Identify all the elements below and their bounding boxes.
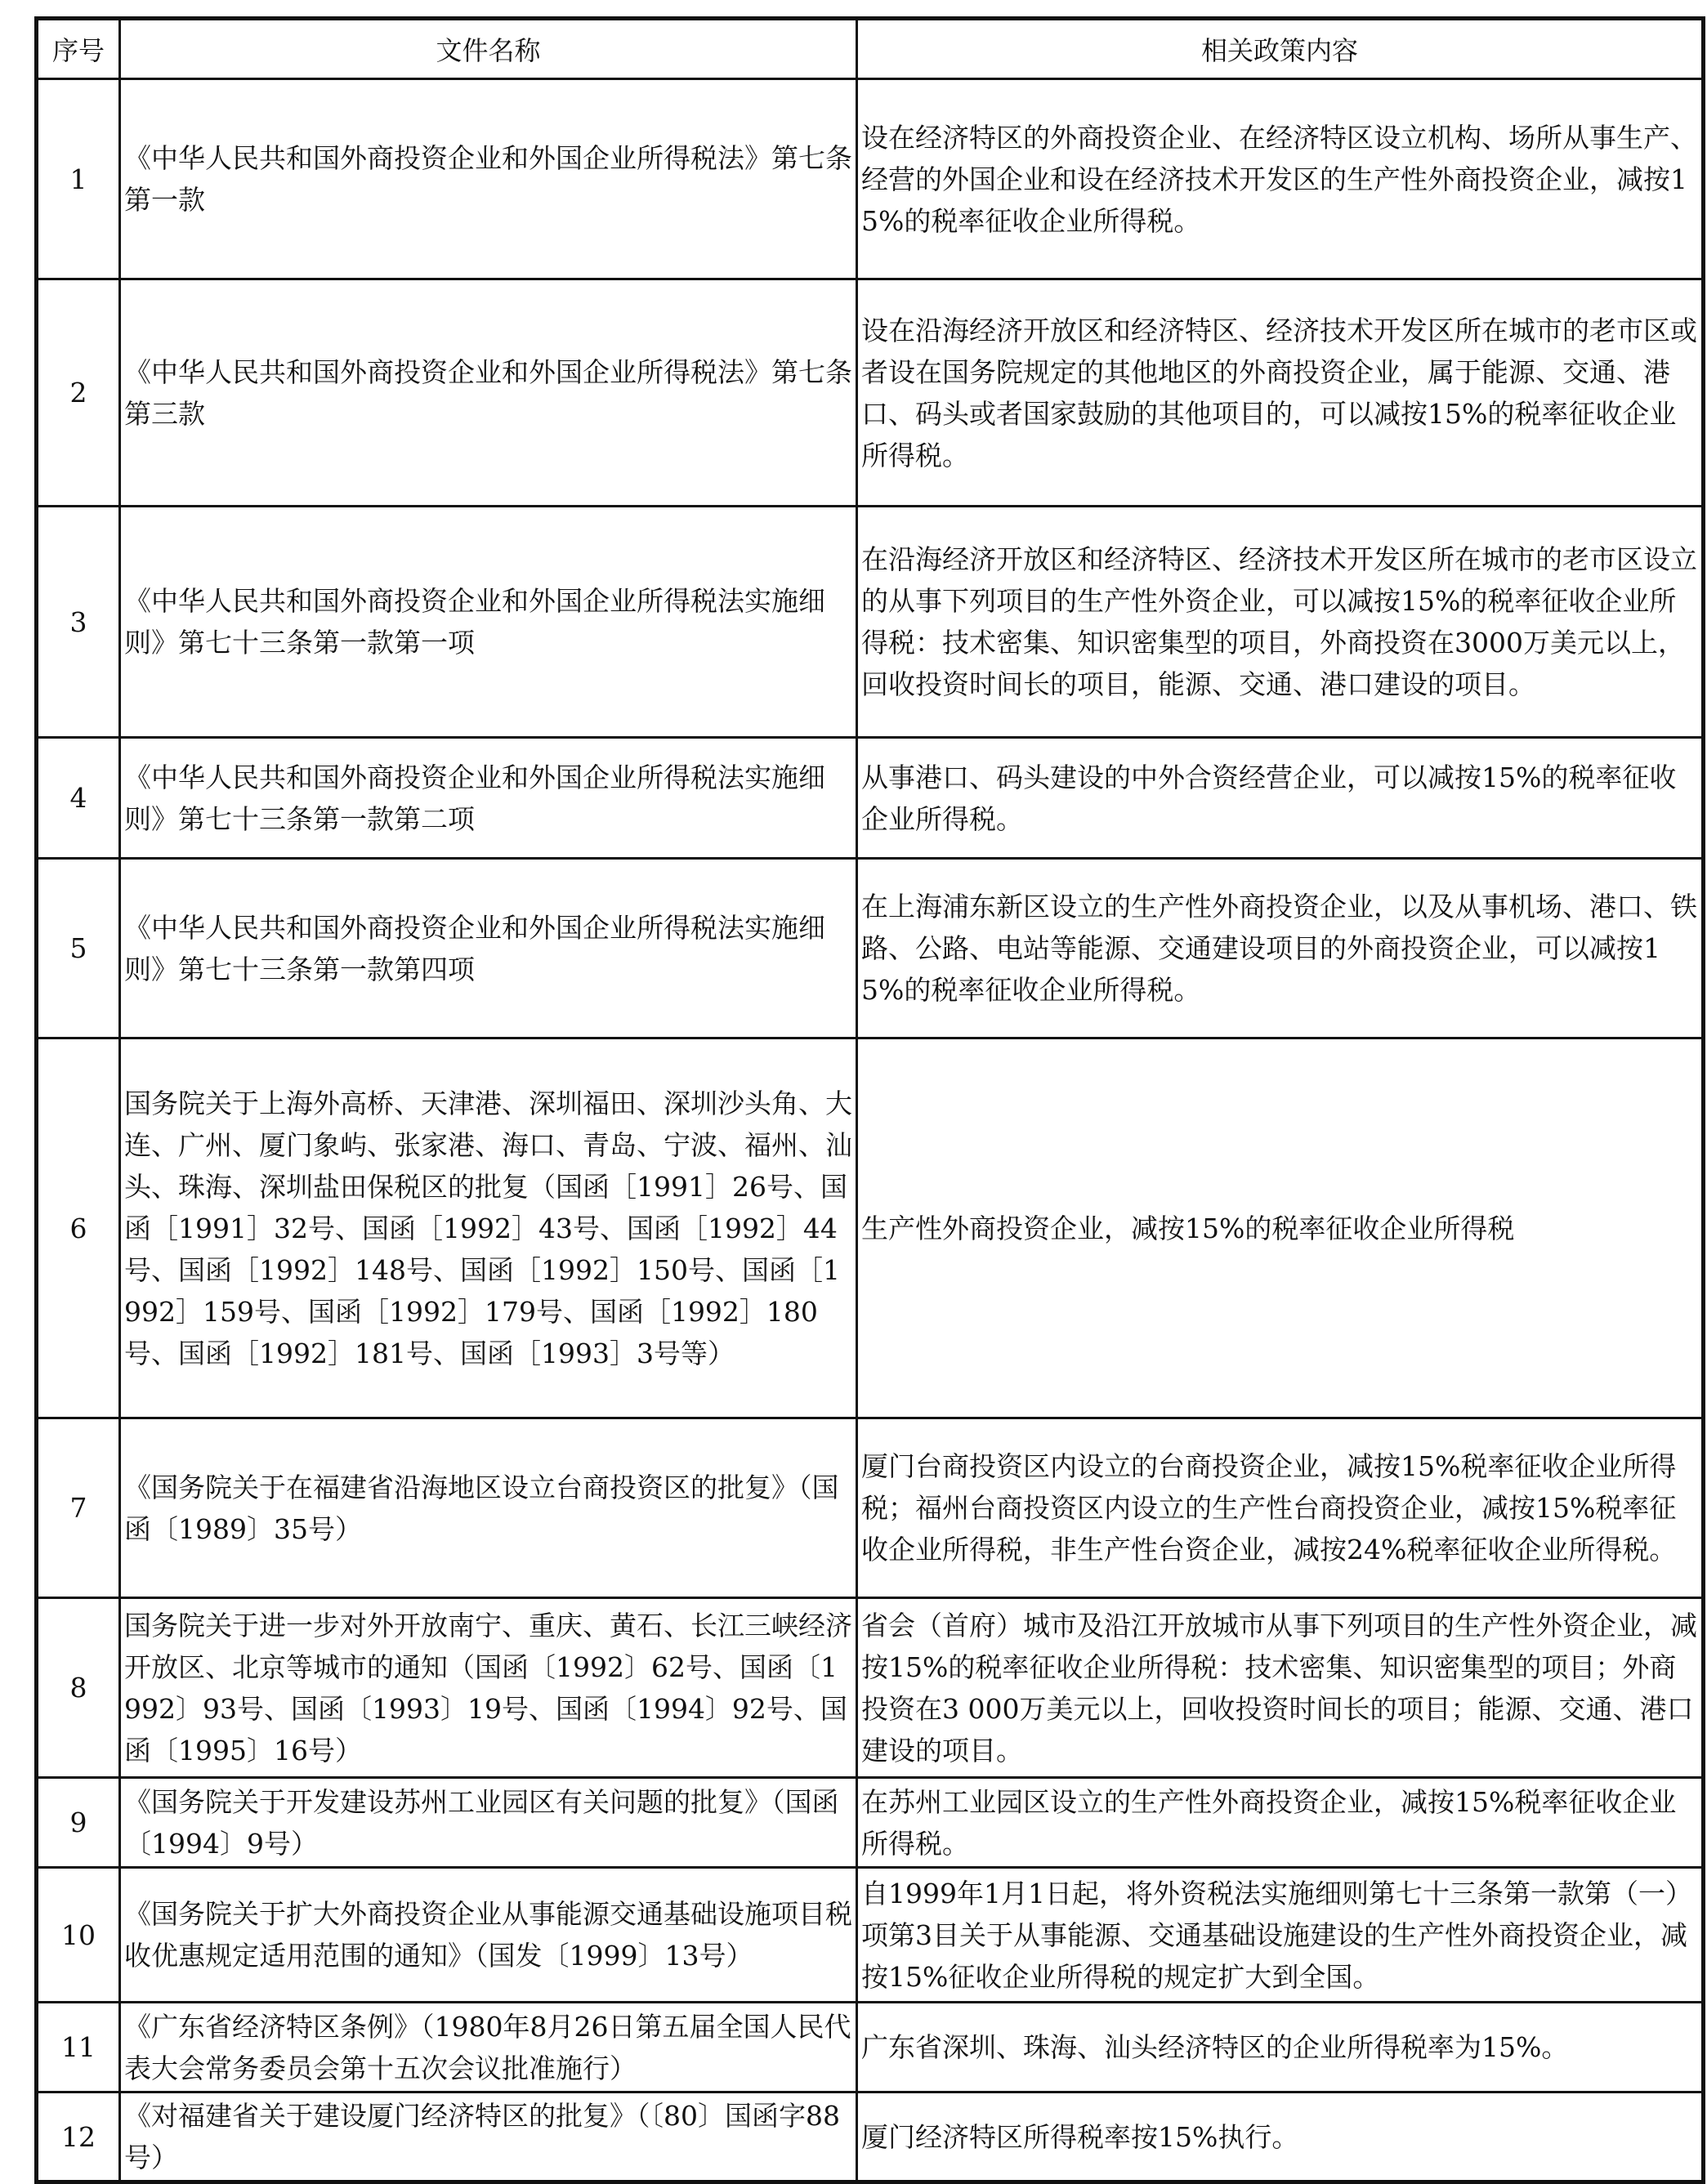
row-policy-content: 在苏州工业园区设立的生产性外商投资企业，减按15%税率征收企业所得税。 (857, 1778, 1704, 1868)
row-policy-content: 在上海浦东新区设立的生产性外商投资企业，以及从事机场、港口、铁路、公路、电站等能源、交通建设项目的外商投资企业，可以减按15%的税率征收企业所得税。 (857, 859, 1704, 1038)
row-document-name: 《国务院关于扩大外商投资企业从事能源交通基础设施项目税收优惠规定适用范围的通知》（国发〔1999〕13号） (120, 1868, 857, 2003)
table-row (37, 1868, 1704, 2003)
header-document-name: 文件名称 (120, 19, 857, 79)
row-document-name: 《中华人民共和国外商投资企业和外国企业所得税法实施细则》第七十三条第一款第四项 (120, 859, 857, 1038)
row-document-name: 《中华人民共和国外商投资企业和外国企业所得税法》第七条第三款 (120, 279, 857, 507)
table-row (37, 1598, 1704, 1778)
row-serial-number: 1 (37, 79, 120, 279)
table-row (37, 2003, 1704, 2092)
row-serial-number: 9 (37, 1778, 120, 1868)
row-policy-content: 广东省深圳、珠海、汕头经济特区的企业所得税率为15%。 (857, 2003, 1704, 2092)
row-serial-number: 8 (37, 1598, 120, 1778)
header-policy-content: 相关政策内容 (857, 19, 1704, 79)
row-document-name: 《国务院关于在福建省沿海地区设立台商投资区的批复》（国函〔1989〕35号） (120, 1418, 857, 1598)
row-policy-content: 在沿海经济开放区和经济特区、经济技术开发区所在城市的老市区设立的从事下列项目的生产性外资企业，可以减按15%的税率征收企业所得税：技术密集、知识密集型的项目，外商投资在3000万美元以上，回收投资时间长的项目，能源、交通、港口建设的项目。 (857, 507, 1704, 738)
table-row (37, 1038, 1704, 1418)
row-document-name: 《中华人民共和国外商投资企业和外国企业所得税法》第七条第一款 (120, 79, 857, 279)
row-document-name: 《中华人民共和国外商投资企业和外国企业所得税法实施细则》第七十三条第一款第一项 (120, 507, 857, 738)
row-serial-number: 10 (37, 1868, 120, 2003)
row-policy-content: 设在沿海经济开放区和经济特区、经济技术开发区所在城市的老市区或者设在国务院规定的其他地区的外商投资企业，属于能源、交通、港口、码头或者国家鼓励的其他项目的，可以减按15%的税率征收企业所得税。 (857, 279, 1704, 507)
table-row (37, 79, 1704, 279)
row-serial-number: 7 (37, 1418, 120, 1598)
table-row (37, 507, 1704, 738)
row-policy-content: 厦门经济特区所得税率按15%执行。 (857, 2092, 1704, 2182)
policy-table (34, 16, 1705, 2184)
row-policy-content: 设在经济特区的外商投资企业、在经济特区设立机构、场所从事生产、经营的外国企业和设在经济技术开发区的生产性外商投资企业，减按15%的税率征收企业所得税。 (857, 79, 1704, 279)
row-serial-number: 12 (37, 2092, 120, 2182)
row-serial-number: 4 (37, 738, 120, 859)
row-document-name: 《中华人民共和国外商投资企业和外国企业所得税法实施细则》第七十三条第一款第二项 (120, 738, 857, 859)
row-policy-content: 自1999年1月1日起，将外资税法实施细则第七十三条第一款第（一）项第3目关于从事能源、交通基础设施建设的生产性外商投资企业，减按15%征收企业所得税的规定扩大到全国。 (857, 1868, 1704, 2003)
row-document-name: 《广东省经济特区条例》（1980年8月26日第五届全国人民代表大会常务委员会第十五次会议批准施行） (120, 2003, 857, 2092)
row-serial-number: 11 (37, 2003, 120, 2092)
table-header-row (37, 19, 1704, 79)
table-row (37, 859, 1704, 1038)
row-serial-number: 5 (37, 859, 120, 1038)
row-policy-content: 从事港口、码头建设的中外合资经营企业，可以减按15%的税率征收企业所得税。 (857, 738, 1704, 859)
row-serial-number: 6 (37, 1038, 120, 1418)
row-serial-number: 3 (37, 507, 120, 738)
row-document-name: 国务院关于进一步对外开放南宁、重庆、黄石、长江三峡经济开放区、北京等城市的通知（国函〔1992〕62号、国函〔1992〕93号、国函〔1993〕19号、国函〔1994〕92号、国函〔1995〕16号） (120, 1598, 857, 1778)
row-policy-content: 厦门台商投资区内设立的台商投资企业，减按15%税率征收企业所得税；福州台商投资区内设立的生产性台商投资企业，减按15%税率征收企业所得税，非生产性台资企业，减按24%税率征收企业所得税。 (857, 1418, 1704, 1598)
header-serial-number: 序号 (37, 19, 120, 79)
table-row (37, 279, 1704, 507)
table-row (37, 2092, 1704, 2182)
table-row (37, 1778, 1704, 1868)
row-serial-number: 2 (37, 279, 120, 507)
row-policy-content: 省会（首府）城市及沿江开放城市从事下列项目的生产性外资企业，减按15%的税率征收企业所得税：技术密集、知识密集型的项目；外商投资在3 000万美元以上，回收投资时间长的项目；能源、交通、港口建设的项目。 (857, 1598, 1704, 1778)
row-policy-content: 生产性外商投资企业，减按15%的税率征收企业所得税 (857, 1038, 1704, 1418)
table-row (37, 1418, 1704, 1598)
table-row (37, 738, 1704, 859)
row-document-name: 《对福建省关于建设厦门经济特区的批复》（〔80〕国函字88号） (120, 2092, 857, 2182)
row-document-name: 《国务院关于开发建设苏州工业园区有关问题的批复》（国函〔1994〕9号） (120, 1778, 857, 1868)
row-document-name: 国务院关于上海外高桥、天津港、深圳福田、深圳沙头角、大连、广州、厦门象屿、张家港、海口、青岛、宁波、福州、汕头、珠海、深圳盐田保税区的批复（国函［1991］26号、国函［1991］32号、国函［1992］43号、国函［1992］44号、国函［1992］148号、国函［1992］150号、国函［1992］159号、国函［1992］179号、国函［1992］180号、国函［1992］181号、国函［1993］3号等） (120, 1038, 857, 1418)
